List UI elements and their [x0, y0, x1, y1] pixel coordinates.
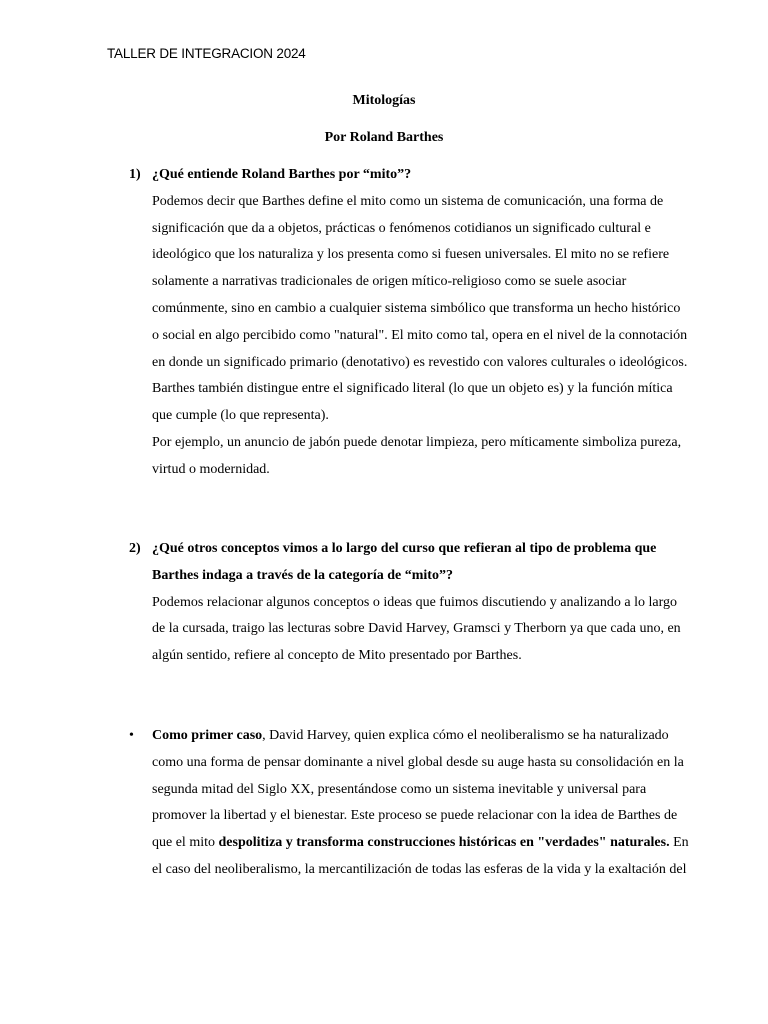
- question-1: [129, 162, 689, 484]
- question-1-example: Por ejemplo, un anuncio de jabón puede denotar limpieza, pero míticamente simboliza pureza, virtud o modernidad.: [152, 434, 682, 477]
- document-title: Mitologías: [352, 93, 416, 108]
- question-1-answer: Podemos decir que Barthes define el mito como un sistema de comunicación, una forma de significación que da a objetos, prácticas o fenómenos cotidianos un significado cultural e ideológico que los naturaliza y los presenta como si fuesen universales. El mito no se refiere solamente a narrativas tradicionales de origen mítico-religioso como se suele asociar comúnmente, sino en cambio a cualquier sistema simbólico que transforma un hecho histórico o social en algo percibido como "natural". El mito como tal, opera en el nivel de la connotación en donde un significado primario (denotativo) es revestido con valores culturales o ideológicos. Barthes también distingue entre el significado literal (lo que un objeto es) y la función mítica que cumple (lo que representa).: [152, 193, 688, 424]
- question-2-number: 2): [129, 541, 141, 556]
- question-2: [129, 536, 689, 670]
- bullet-marker: •: [129, 728, 134, 743]
- question-1-number: 1): [129, 167, 141, 182]
- bullet-lead: Como primer caso: [152, 728, 263, 743]
- question-2-answer: Podemos relacionar algunos conceptos o ideas que fuimos discutiendo y analizando a lo largo de la cursada, traigo las lecturas sobre David Harvey, Gramsci y Therborn ya que cada uno, en algún sentido, refiere al concepto de Mito presentado por Barthes.: [152, 594, 681, 664]
- bullet-item-harvey: [129, 723, 689, 884]
- bullet-text-part-2: En el caso del neoliberalismo, la mercantilización de todas las esferas de la vida y la exaltación del: [152, 835, 689, 877]
- bullet-item-text: [152, 723, 689, 884]
- question-1-text: ¿Qué entiende Roland Barthes por “mito”?: [152, 167, 412, 182]
- document-subtitle: Por Roland Barthes: [324, 130, 444, 145]
- bullet-text-part-1: , David Harvey, quien explica cómo el neoliberalismo se ha naturalizado como una forma de pensar dominante a nivel global desde su auge hasta su consolidación en la segunda mitad del Siglo XX, presentándose como un sistema inevitable y universal para promover la libertad y el bienestar. Este proceso se puede relacionar con la idea de Barthes de que el mito: [152, 728, 684, 851]
- document-header: TALLER DE INTEGRACION 2024: [107, 46, 306, 61]
- bullet-bold-phrase: despolitiza y transforma construcciones históricas en "verdades" naturales.: [218, 835, 670, 851]
- question-2-text: ¿Qué otros conceptos vimos a lo largo del curso que refieran al tipo de problema que Barthes indaga a través de la categoría de “mito”?: [152, 541, 657, 583]
